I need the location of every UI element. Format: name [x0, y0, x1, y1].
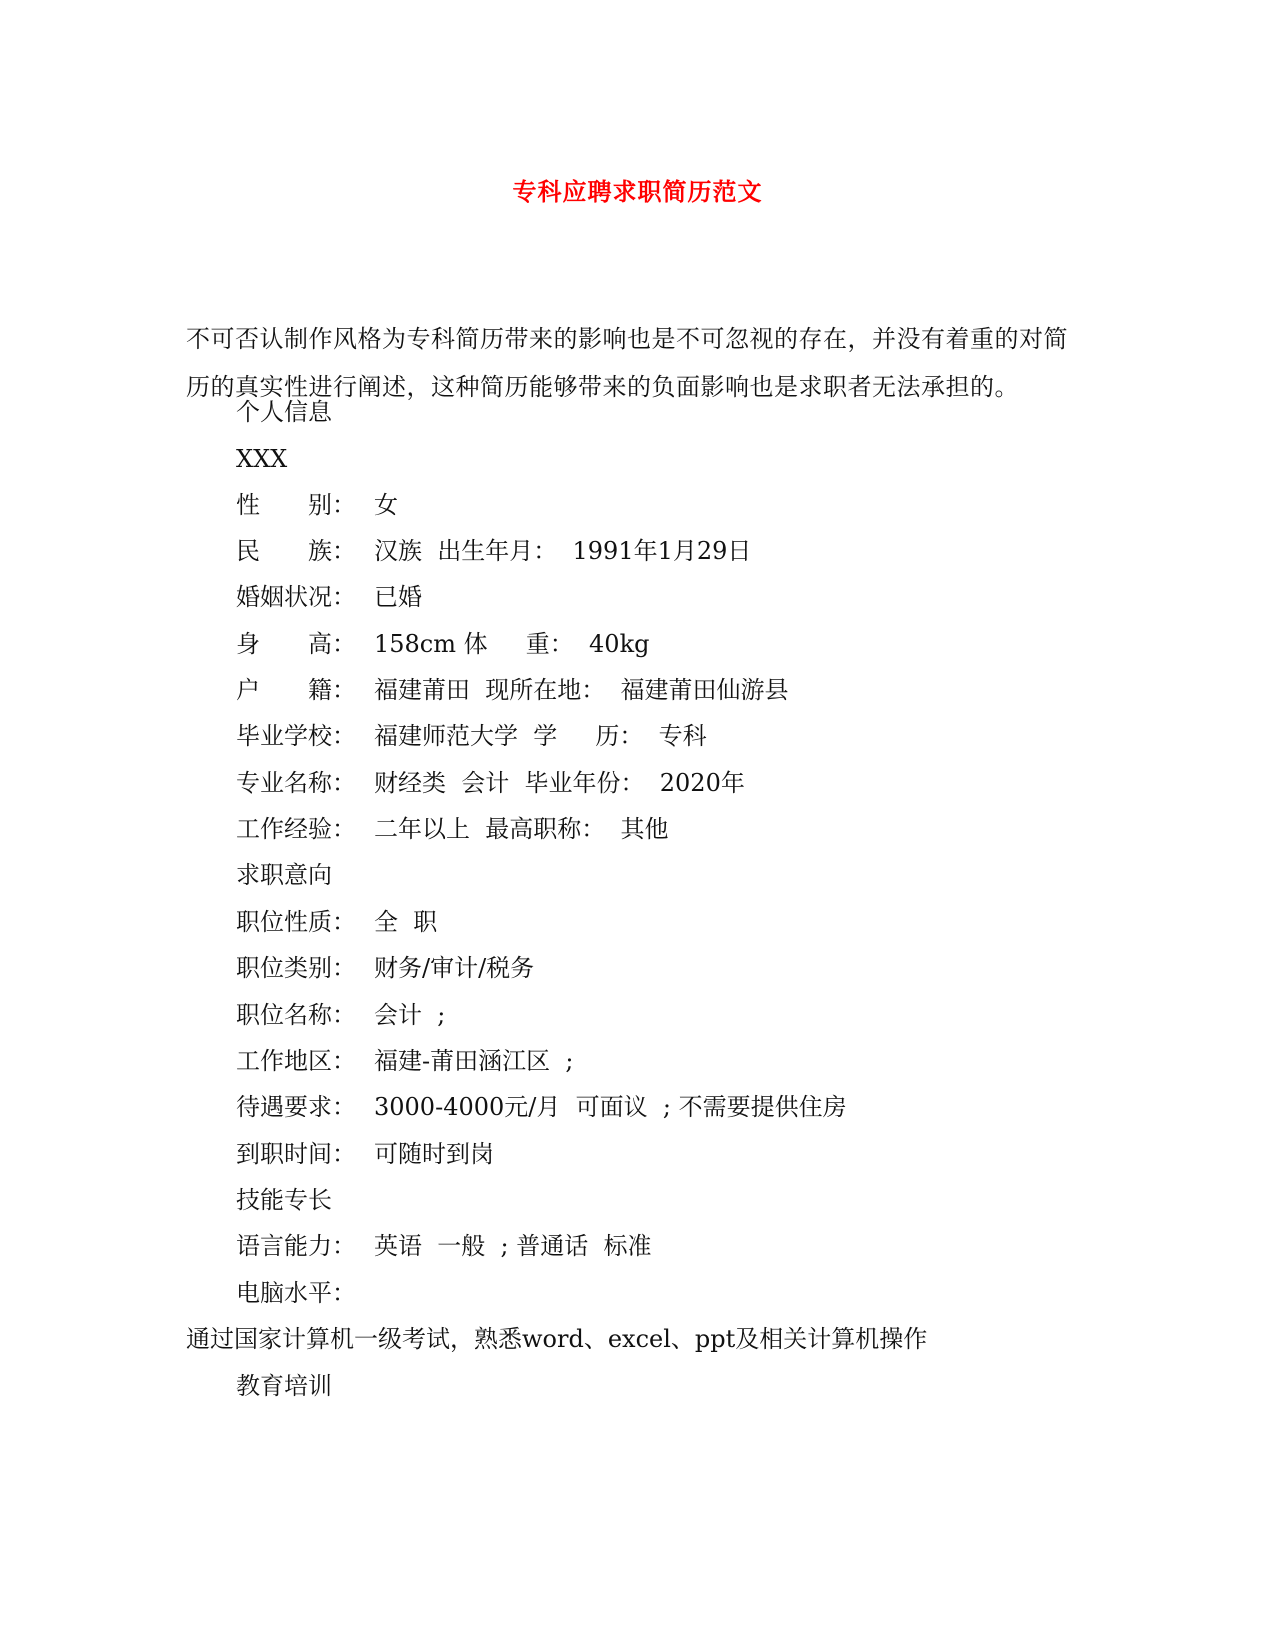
experience-row [236, 813, 669, 845]
salary-value: 3000-4000元/月 可面议 ; 不需要提供住房 [374, 1093, 847, 1121]
name-value: XXX [236, 445, 288, 473]
job-nature-row [236, 906, 437, 938]
marital-value: 已婚 [374, 583, 422, 611]
hukou-value: 福建莆田 现所在地： 福建莆田仙游县 [374, 676, 789, 704]
work-area-row [236, 1045, 573, 1077]
hukou-row [236, 674, 789, 706]
school-label: 毕业学校： [236, 722, 356, 750]
job-category-row [236, 952, 534, 984]
ethnicity-value: 汉族 出生年月： 1991年1月29日 [374, 537, 752, 565]
height-value: 158cm 体 重： 40kg [374, 630, 650, 658]
experience-label: 工作经验： [236, 815, 356, 843]
start-time-label: 到职时间： [236, 1140, 356, 1168]
section-personal-info: 个人信息 [236, 398, 332, 426]
section-skills: 技能专长 [236, 1186, 332, 1214]
work-area-label: 工作地区： [236, 1047, 356, 1075]
intro-paragraph: 不可否认制作风格为专科简历带来的影响也是不可忽视的存在，并没有着重的对简历的真实性进行阐述，这种简历能够带来的负面影响也是求职者无法承担的。 [186, 325, 1068, 401]
section-job-intent: 求职意向 [236, 861, 332, 889]
start-time-value: 可随时到岗 [374, 1140, 494, 1168]
height-row [236, 628, 649, 660]
job-nature-label: 职位性质： [236, 908, 356, 936]
language-label: 语言能力： [236, 1232, 356, 1260]
job-title-value: 会计 ; [374, 1001, 446, 1029]
major-row [236, 767, 745, 799]
marital-label: 婚姻状况： [236, 583, 356, 611]
section-education: 教育培训 [236, 1372, 332, 1400]
job-nature-value: 全 职 [374, 908, 438, 936]
ethnicity-label: 民 族： [236, 537, 356, 565]
gender-value: 女 [374, 491, 398, 519]
language-value: 英语 一般 ; 普通话 标准 [374, 1232, 652, 1260]
experience-value: 二年以上 最高职称： 其他 [374, 815, 669, 843]
major-label: 专业名称： [236, 769, 356, 797]
hukou-label: 户 籍： [236, 676, 356, 704]
job-category-label: 职位类别： [236, 954, 356, 982]
language-row [236, 1230, 652, 1262]
major-value: 财经类 会计 毕业年份： 2020年 [374, 769, 745, 797]
school-value: 福建师范大学 学 历： 专科 [374, 722, 707, 750]
salary-label: 待遇要求： [236, 1093, 356, 1121]
computer-label: 电脑水平： [236, 1279, 356, 1307]
salary-row [236, 1091, 847, 1123]
document-title: 专科应聘求职简历范文 [512, 177, 763, 206]
marital-row [236, 581, 422, 613]
ethnicity-row [236, 535, 751, 567]
job-title-row [236, 999, 445, 1031]
school-row [236, 720, 707, 752]
computer-value: 通过国家计算机一级考试，熟悉word、excel、ppt及相关计算机操作 [186, 1325, 928, 1353]
work-area-value: 福建-莆田涵江区 ; [374, 1047, 574, 1075]
height-label: 身 高： [236, 630, 356, 658]
gender-row [236, 489, 398, 521]
job-category-value: 财务/审计/税务 [374, 954, 535, 982]
gender-label: 性 别： [236, 491, 356, 519]
start-time-row [236, 1138, 494, 1170]
job-title-label: 职位名称： [236, 1001, 356, 1029]
